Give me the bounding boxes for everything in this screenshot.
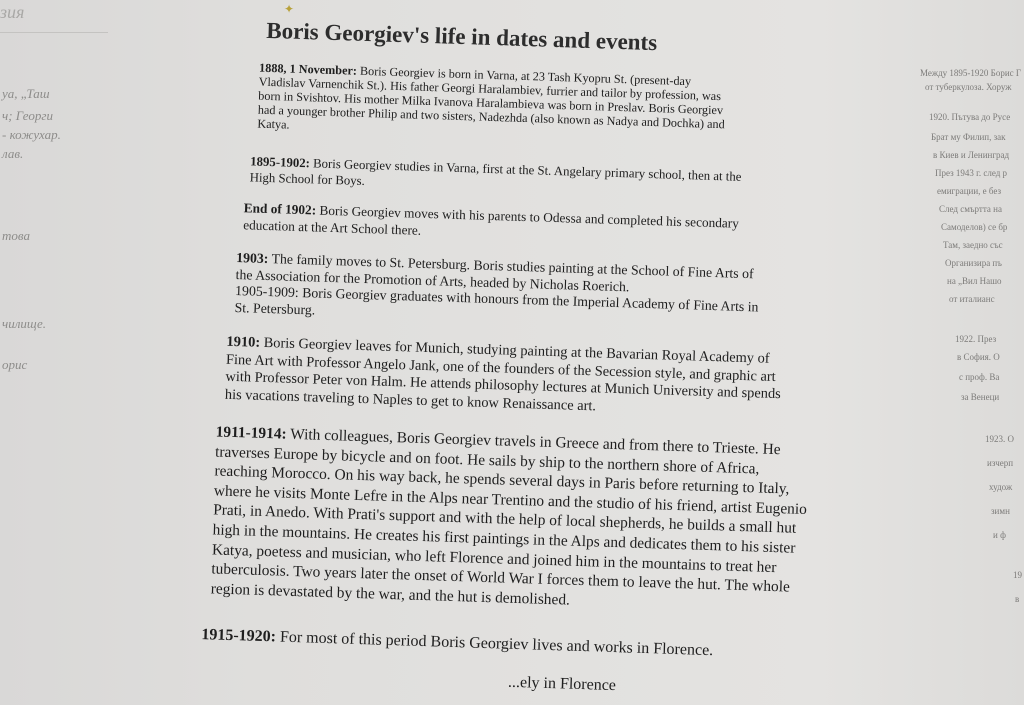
left-panel-line: ч; Георги <box>2 108 53 123</box>
right-panel-line: от туберкулоза. Хоруж <box>925 82 1012 92</box>
right-panel-line: за Венеци <box>961 392 1000 402</box>
right-panel-line: Брат му Филип, зак <box>931 132 1006 142</box>
right-panel-line: зимн <box>991 506 1010 516</box>
right-panel-line: 1920. Пътува до Русе <box>929 112 1011 122</box>
right-panel-line: 19 <box>1013 570 1022 580</box>
left-panel-line: чилище. <box>2 316 47 331</box>
entry-text: The family moves to St. Petersburg. Boris studies painting at the School of Fine Arts of the Association for the Promotion of Arts, headed by Nicholas Roerich. 1905-1909: Boris Georgiev graduates with honours from the Imperial Academy of Fine Arts in St. Petersburg. <box>234 251 759 318</box>
timeline-entry <box>201 625 901 667</box>
entry-date: 1915-1920: <box>201 626 277 646</box>
right-panel-line: в <box>1015 594 1020 604</box>
right-panel-line: емиграции, е без <box>937 186 1002 196</box>
timeline-entry <box>508 673 808 702</box>
right-panel-line: 1922. През <box>955 334 997 344</box>
right-panel-line: худож <box>989 482 1013 492</box>
entry-text: For most of this period Boris Georgiev lives and works in Florence. <box>275 628 714 660</box>
timeline-entry <box>234 250 896 337</box>
entry-text: With colleagues, Boris Georgiev travels in Greece and from there to Trieste. He traverses Europe by bicycle and on foot. He sails by ship to the northern shore of Africa, reaching Morocco. On his way back, he spends several days in Paris before returning to Italy, where he visits Monte Lefre in the Alps near Trentino and the studio of his friend, artist Eugenio Prati, in Anedo. With Prati's support and with the help of local shepherds, he builds a small hut high in the mountains. He creates his first paintings in the Alps and dedicates them to his sister Katya, poetess and musician, who left Florence and joined him in the mountains to treat her tuberculosis. Two years later the onset of World War I forces them to leave the hut. The whole region is devastated by the war, and the hut is demolished. <box>210 425 808 609</box>
entry-date: 1903: <box>235 250 269 267</box>
right-panel-line: с проф. Ва <box>959 372 1000 382</box>
sparkle-icon: ✦ <box>284 2 295 16</box>
timeline-panel <box>178 0 909 696</box>
left-panel-title: зия <box>0 2 25 22</box>
entry-date: End of 1902: <box>243 200 317 218</box>
right-panel-line: и ф <box>993 530 1006 540</box>
timeline-entry <box>210 422 915 620</box>
left-panel-rule <box>0 32 108 33</box>
entry-date: 1911-1914: <box>215 423 287 443</box>
right-panel-line: на „Вил Нашо <box>947 276 1002 286</box>
entry-text: Boris Georgiev leaves for Munich, studying painting at the Bavarian Royal Academy of Fine Art with Professor Angelo Jank, one of the founders of the Secession style, and graphic art with Professor Peter von Halm. He attends philosophy lectures at Munich University and spends his vacations traveling to Naples to get to know Renaissance art. <box>224 334 781 414</box>
timeline-entry <box>249 153 900 205</box>
entry-text: Boris Georgiev is born in Varna, at 23 Tash Kyopru St. (present-day Vladislav Varnenchik St.). His father Georgi Haralambiev, furrier and tailor by profession, was born in Svishtov. His mother Milka Ivanova Haralambieva was born in Preslav. Boris Georgiev had a younger brother Philip and two sisters, Nadezhda (also known as Nadya and Dochka) and Katya. <box>257 63 725 132</box>
right-panel-line: в Киев и Ленинград <box>933 150 1010 160</box>
timeline-entry <box>243 199 894 253</box>
entry-date: 1888, 1 November: <box>258 60 358 78</box>
right-panel-line: в София. О <box>957 352 1000 362</box>
right-panel-line: Между 1895-1920 Борис Г <box>920 68 1022 78</box>
left-panel-line: - кожухар. <box>2 127 61 142</box>
left-panel-line: лав. <box>2 146 24 161</box>
entry-date: 1910: <box>226 333 261 351</box>
right-panel-line: 1923. О <box>985 434 1014 444</box>
entry-text: ...ely in Florence <box>507 673 617 695</box>
timeline-entry <box>257 61 909 151</box>
page-title: Boris Georgiev's life in dates and events <box>265 18 658 56</box>
right-panel-line: През 1943 г. след р <box>935 168 1008 178</box>
right-panel-line: Организира пъ <box>945 258 1002 268</box>
right-panel-line: изчерп <box>987 458 1014 468</box>
entry-text: Boris Georgiev moves with his parents to Odessa and completed his secondary education at the Art School there. <box>243 202 740 238</box>
right-panel-line: Там, заедно със <box>943 240 1003 250</box>
right-panel-line: от италианс <box>949 294 995 304</box>
right-neighbor-panel <box>905 0 1024 683</box>
left-panel-line: това <box>2 228 30 243</box>
left-panel-line: уа, „Таш <box>2 86 50 101</box>
left-panel-line: орис <box>2 357 28 372</box>
left-neighbor-panel <box>0 0 120 683</box>
entry-text: Boris Georgiev studies in Varna, first at the St. Angelary primary school, then at the High School for Boys. <box>249 156 742 189</box>
right-panel-line: Самоделов) се бр <box>941 222 1008 232</box>
right-panel-line: След смъртта на <box>939 204 1002 214</box>
timeline-entry <box>225 334 907 425</box>
entry-date: 1895-1902: <box>250 154 311 171</box>
